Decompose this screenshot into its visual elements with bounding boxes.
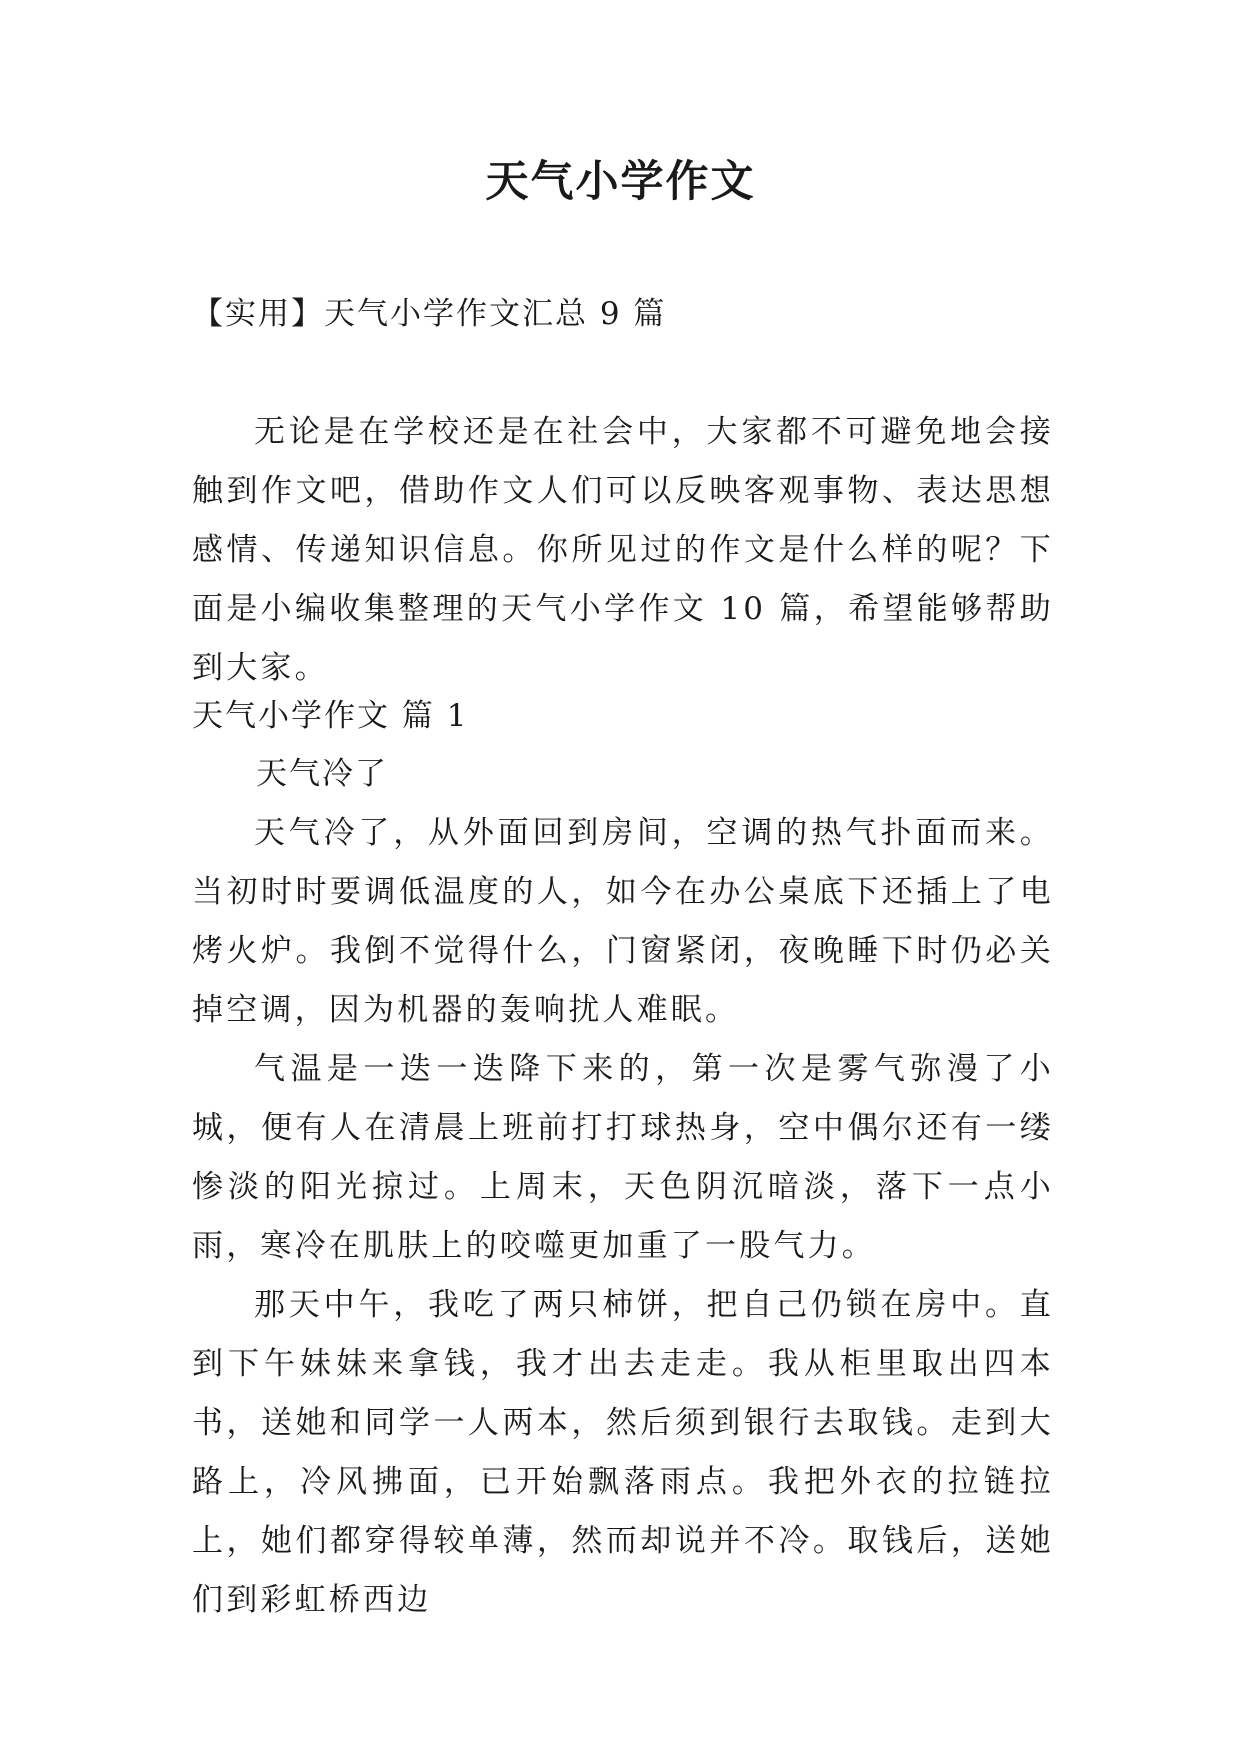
intro-block xyxy=(192,403,1054,698)
section-heading: 天气小学作文 篇 1 xyxy=(192,698,469,734)
essay-title: 天气冷了 xyxy=(256,756,388,792)
document-title: 天气小学作文 xyxy=(485,157,756,207)
essay-body xyxy=(192,804,1054,1630)
essay-paragraph-2: 气温是一迭一迭降下来的，第一次是雾气弥漫了小城，便有人在清晨上班前打打球热身，空中偶尔还有一缕惨淡的阳光掠过。上周末，天色阴沉暗淡，落下一点小雨，寒冷在肌肤上的咬噬更加重了一股气力。 xyxy=(192,1051,1054,1264)
intro-paragraph: 无论是在学校还是在社会中，大家都不可避免地会接触到作文吧，借助作文人们可以反映客观事物、表达思想感情、传递知识信息。你所见过的作文是什么样的呢？下面是小编收集整理的天气小学作文 10 篇，希望能够帮助到大家。 xyxy=(192,414,1054,686)
document-subtitle: 【实用】天气小学作文汇总 9 篇 xyxy=(192,296,667,332)
essay-paragraph-1: 天气冷了，从外面回到房间，空调的热气扑面而来。当初时时要调低温度的人，如今在办公桌底下还插上了电烤火炉。我倒不觉得什么，门窗紧闭，夜晚睡下时仍必关掉空调，因为机器的轰响扰人难眠。 xyxy=(192,815,1054,1028)
essay-paragraph-3: 那天中午，我吃了两只柿饼，把自己仍锁在房中。直到下午妹妹来拿钱，我才出去走走。我从柜里取出四本书，送她和同学一人两本，然后须到银行去取钱。走到大路上，冷风拂面，已开始飘落雨点。我把外衣的拉链拉上，她们都穿得较单薄，然而却说并不冷。取钱后，送她们到彩虹桥西边 xyxy=(192,1287,1054,1618)
